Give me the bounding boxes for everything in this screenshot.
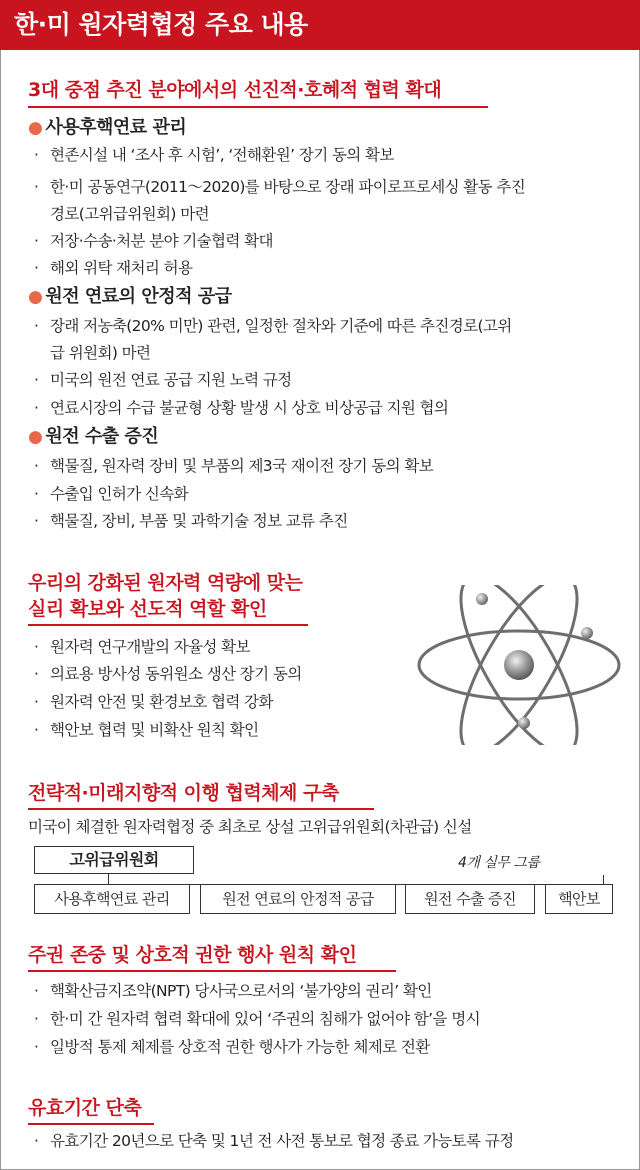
electron xyxy=(476,593,488,605)
list-item: · 일방적 통제 체제를 상호적 권한 행사가 가능한 체제로 전환 xyxy=(34,1038,430,1056)
list-item: · 한·미 간 원자력 협력 확대에 있어 ‘주권의 침해가 없어야 함’을 명시 xyxy=(34,1010,480,1028)
electron xyxy=(581,627,593,639)
section2-title-line2: 실리 확보와 선도적 역할 확인 xyxy=(28,598,267,620)
working-group-box: 원전 연료의 안정적 공급 xyxy=(200,884,396,914)
section3-title: 전략적·미래지향적 이행 협력체제 구축 xyxy=(28,782,339,804)
list-item: · 의료용 방사성 동위원소 생산 장기 동의 xyxy=(34,665,302,683)
section2-title-line1: 우리의 강화된 원자력 역량에 맞는 xyxy=(28,572,303,594)
list-item: · 핵확산금지조약(NPT) 당사국으로서의 ‘불가양의 권리’ 확인 xyxy=(34,982,432,1000)
section5-underline xyxy=(28,1123,154,1125)
group-dot-icon: ● xyxy=(28,118,43,138)
list-item: · 유효기간 20년으로 단축 및 1년 전 사전 통보로 협정 종료 가능토록 규정 xyxy=(34,1132,514,1150)
working-group-box: 핵안보 xyxy=(545,884,613,914)
section1-underline xyxy=(28,106,488,108)
list-item: · 핵안보 협력 및 비확산 원칙 확인 xyxy=(34,721,259,739)
section5-title: 유효기간 단축 xyxy=(28,1097,142,1119)
page-title: 한·미 원자력협정 주요 내용 xyxy=(0,0,640,50)
committee-box: 고위급위원회 xyxy=(34,846,194,874)
list-item: · 연료시장의 수급 불균형 상황 발생 시 상호 비상공급 지원 협의 xyxy=(34,399,449,417)
list-item: · 한·미 공동연구(2011～2020)를 바탕으로 장래 파이로프로세싱 활동 추진 xyxy=(34,178,526,196)
list-item-continuation: 경로(고위급위원회) 마련 xyxy=(50,205,209,223)
section4-underline xyxy=(28,970,396,972)
electron xyxy=(518,717,530,729)
list-item: · 수출입 인허가 신속화 xyxy=(34,485,189,503)
list-item: · 현존시설 내 ‘조사 후 시험’, ‘전해환원’ 장기 동의 확보 xyxy=(34,146,394,164)
list-item: · 핵물질, 원자력 장비 및 부품의 제3국 재이전 장기 동의 확보 xyxy=(34,457,434,475)
group-label: 원전 수출 증진 xyxy=(45,426,159,447)
list-item-continuation: 급 위원회) 마련 xyxy=(50,344,151,362)
group-label: 사용후핵연료 관리 xyxy=(45,117,187,138)
group-heading xyxy=(28,116,186,140)
section3-underline xyxy=(28,808,374,810)
atom-icon xyxy=(412,585,627,745)
list-item: · 저장·수송·처분 분야 기술협력 확대 xyxy=(34,232,273,250)
connector-line xyxy=(108,874,109,884)
group-heading xyxy=(28,285,232,309)
working-group-box: 원전 수출 증진 xyxy=(405,884,535,914)
group-dot-icon: ● xyxy=(28,287,43,307)
section4-title: 주권 존중 및 상호적 권한 행사 원칙 확인 xyxy=(28,944,357,966)
section2-underline xyxy=(28,624,308,626)
working-groups-label: 4개 실무 그룹 xyxy=(458,855,540,871)
list-item: · 핵물질, 장비, 부품 및 과학기술 정보 교류 추진 xyxy=(34,512,348,530)
list-item: · 해외 위탁 재처리 허용 xyxy=(34,259,193,277)
group-heading xyxy=(28,425,158,449)
list-item: · 원자력 연구개발의 자율성 확보 xyxy=(34,638,250,656)
section3-description: 미국이 체결한 원자력협정 중 최초로 상설 고위급위원회(차관급) 신설 xyxy=(28,818,472,836)
list-item: · 원자력 안전 및 환경보호 협력 강화 xyxy=(34,693,273,711)
group-dot-icon: ● xyxy=(28,427,43,447)
group-label: 원전 연료의 안정적 공급 xyxy=(45,286,232,307)
list-item: · 미국의 원전 연료 공급 지원 노력 규정 xyxy=(34,371,292,389)
section1-title: 3대 중점 추진 분야에서의 선진적·호혜적 협력 확대 xyxy=(28,79,442,101)
nucleus xyxy=(504,650,534,680)
working-group-box: 사용후핵연료 관리 xyxy=(34,884,190,914)
list-item: · 장래 저농축(20% 미만) 관련, 일정한 절차와 기준에 따른 추진경로(고위 xyxy=(34,317,512,335)
